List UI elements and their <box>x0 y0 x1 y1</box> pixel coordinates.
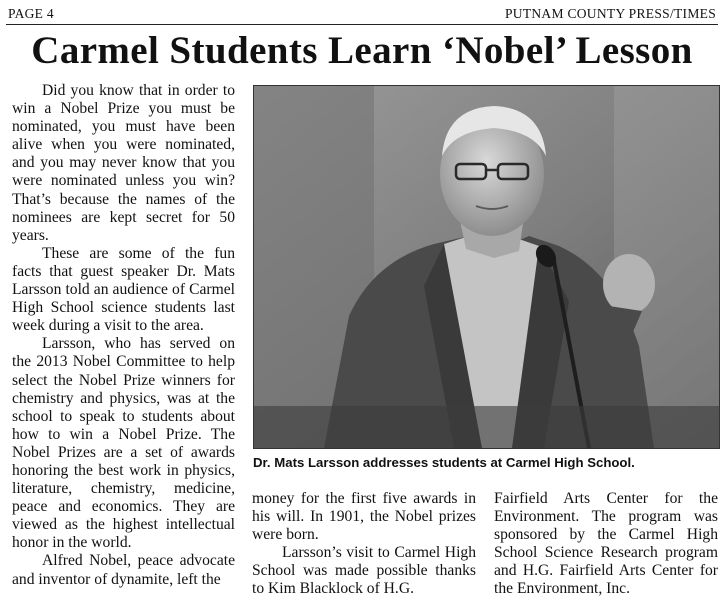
paragraph: money for the first five awards in his will. In 1901, the Nobel prizes were born. <box>252 490 476 544</box>
paragraph: Did you know that in order to win a Nobel Prize you must be nominated, you must have been alive when you were nominated, and you may never know that you were nominated unless you win? That’s because the names of the nominees are kept secret for 50 years. <box>12 82 235 244</box>
page-number: PAGE 4 <box>8 6 54 21</box>
paragraph: Larsson, who has served on the 2013 Nobel Committee to help select the Nobel Prize winners for chemistry and physics, was at the school to speak to students about how to win a Nobel Prize. The Nobel Prizes are a set of awards honoring the best work in physics, literature, chemistry, medicine, peace and economics. They are viewed as the highest intellectual honor in the world. <box>12 335 235 552</box>
speaker-photo-illustration <box>254 86 719 448</box>
paragraph: Fairfield Arts Center for the Environment. The program was sponsored by the Carmel High School Science Research program and H.G. Fairfield Arts Center for the Environment, Inc. <box>494 490 718 598</box>
article-photo <box>253 85 720 449</box>
paragraph: Alfred Nobel, peace advocate and inventor of dynamite, left the <box>12 552 235 588</box>
publication-name: PUTNAM COUNTY PRESS/TIMES <box>504 6 716 21</box>
article-column-3 <box>494 490 718 599</box>
paragraph: Larsson’s visit to Carmel High School was made possible thanks to Kim Blacklock of H.G. <box>252 544 476 598</box>
page-header <box>6 4 718 25</box>
photo-caption: Dr. Mats Larsson addresses students at Carmel High School. <box>253 455 635 470</box>
headline: Carmel Students Learn ‘Nobel’ Lesson <box>31 29 693 72</box>
article-column-1 <box>12 82 235 589</box>
paragraph: These are some of the fun facts that guest speaker Dr. Mats Larsson told an audience of Carmel High School science students last week during a visit to the area. <box>12 244 235 335</box>
article-column-2 <box>252 490 476 599</box>
